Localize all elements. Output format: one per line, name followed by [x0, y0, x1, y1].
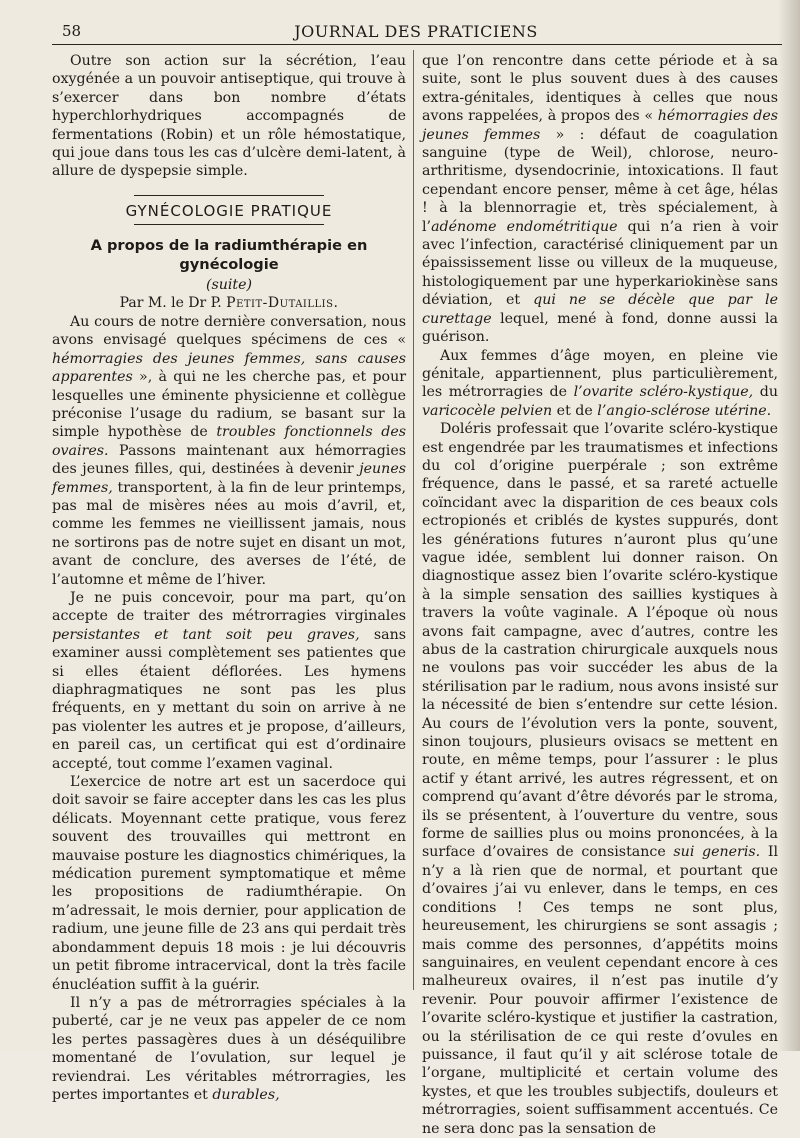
italic-run: troubles fonctionnels des ovaires. — [52, 424, 406, 459]
text-run: que l’on rencontre dans cette période et à sa suite, sont le plus souvent dues à des causes extra-génitales, identiques à celles que nous avons rappelées, à propos des « — [422, 53, 778, 125]
text-run: Passons maintenant aux hémorragies des jeunes filles, qui, destinées à devenir — [52, 442, 406, 478]
text-run: Aux femmes d’âge moyen, en pleine vie génitale, appartiennent, plus particulièrement, les métrorragies de — [422, 347, 778, 401]
text-run: Au cours de notre dernière conversation, nous avons envisagé quelques spécimens de ces « — [52, 313, 406, 349]
text-run: », à qui ne les cherche pas, et pour lesquelles une éminente physicienne et collègue préconise l’usage du radium, se basant sur la simple hypothèse de — [52, 369, 406, 441]
paragraph-continued — [422, 52, 778, 347]
text-run: qui n’a rien à voir avec l’infection, caractérisé cliniquement par un épaississement lisse ou villeux de la muqueuse, histologiquement par une hyperkariokinèse sans déviation, et — [422, 218, 778, 309]
paragraph-5 — [422, 347, 778, 421]
section-title: GYNÉCOLOGIE PRATIQUE — [125, 201, 333, 220]
text-run: Il n’y a pas de métrorragies spéciales à la puberté, car je ne veux pas appeler de ce nom les pertes passagères dues à un déséquilibre momentané de l’ovulation, sur lequel je reviendrai. Les véritables métrorragies, les pertes importantes et — [52, 994, 406, 1103]
paragraph-2 — [52, 589, 406, 773]
italic-run: qui ne se décèle que par le curettage — [422, 292, 778, 327]
page-edge-shadow — [778, 0, 800, 1051]
paragraph-1 — [52, 313, 406, 589]
column-divider — [413, 50, 414, 990]
italic-run: persistantes et tant soit peu graves, — [52, 626, 360, 643]
italic-run: varicocèle pelvien — [422, 402, 553, 419]
intro-paragraph: Outre son action sur la sécrétion, l’eau oxygénée a un pouvoir antiseptique, qui trouve à s’exercer dans bon nombre d’états hyperchlorhydriques accompagnés de fermentations (Robin) et un rôle hémostatique, qui joue dans tous les cas d’ulcère demi-latent, à allure de dyspepsie simple. — [52, 53, 406, 180]
text-run: et de — [552, 402, 598, 419]
section-rule-bottom — [134, 224, 324, 225]
italic-run: durables, — [212, 1086, 280, 1103]
article-title: A propos de la radiumthérapie en gynécologie — [90, 237, 368, 273]
left-column — [52, 52, 406, 1104]
text-run: sans examiner aussi complètement ses patientes que si elles étaient déflorées. Les hymens diaphragmatiques ne sont pas les plus fréquents, en y mettant du soin on arrive à ne pas violenter les autres et je propose, d’ailleurs, en pareil cas, un certificat qui est d’ordinaire accepté, tout comme l’examen vaginal. — [52, 626, 407, 772]
paragraph-3: L’exercice de notre art est un sacerdoce qui doit savoir se faire accepter dans les cas les plus délicats. Moyennant cette pratique, vous ferez souvent des trouvailles qui mettront en mauvaise posture les diagnostics chimériques, la médication purement symptomatique et même les propositions de radiumthérapie. On m’adressait, le mois dernier, pour application de radium, une jeune fille de 23 ans qui perdait très abondamment depuis 18 mois : je lui découvris un petit fibrome intracervical, dont la très facile énucléation suffit à la guérir. — [52, 774, 406, 993]
header-rule — [52, 44, 782, 45]
italic-run: jeunes femmes, — [52, 461, 406, 496]
italic-run: hémorragies des jeunes femmes, sans causes apparentes — [52, 350, 406, 386]
article-suite: (suite) — [205, 277, 253, 294]
italic-run: l’angio-sclérose utérine. — [597, 402, 772, 419]
text-run: » : défaut de coagulation sanguine (type de Weil), chlorose, neuro-arthritisme, dysendocrinie, intoxications. Il faut cependant encore penser, même à cet âge, hélas ! à la blennorragie et, très spécialement, à l’ — [422, 126, 778, 235]
text-run: Je ne puis concevoir, pour ma part, qu’on accepte de traiter des métrorragies virginales — [52, 589, 406, 625]
right-column — [422, 52, 778, 1138]
italic-run: l’ovarite scléro-kystique, — [573, 384, 754, 401]
paragraph-6 — [422, 420, 778, 1138]
italic-run: sui generis. — [673, 844, 761, 861]
section-heading — [52, 195, 406, 225]
section-rule-top — [134, 195, 324, 196]
article-byline — [52, 294, 406, 312]
text-run: Il n’y a là rien que de normal, et pourtant que d’ovaires j’ai vu enlever, dans le temps, en ces conditions ! Ces temps ne sont plus, heureusement, les chirurgiens se sont assagis ; mais comme des personnes, d’appétits moins sanguinaires, en veulent cependant encore à ces malheureux ovaires, il n’est pas inutile d’y revenir. Pour pouvoir affirmer l’existence de l’ovarite scléro-kystique et justifier la castration, ou la stérilisation de ce qui reste d’ovules en puissance, il faut qu’il y ait sclérose totale de l’organe, multiplicité et certain volume des kystes, et que les troubles subjectifs, douleurs et métrorragies, soient suffisamment accentués. Ce ne sera donc pas la sensation de — [422, 844, 778, 1137]
text-run: du — [753, 384, 778, 401]
text-run: lequel, mené à fond, donne aussi la guérison. — [422, 310, 778, 346]
text-run: transportent, à la fin de leur printemps, pas mal de misères nées au mois d’avril, et, comme les femmes ne vieillissent jamais, nous ne sortirons pas de notre sujet en disant un mot, avant de conclure, des averses de l’été, de l’automne et même de l’hiver. — [52, 479, 406, 588]
running-header — [52, 20, 780, 44]
paragraph-4 — [52, 994, 406, 1104]
journal-title: JOURNAL DES PRATICIENS — [294, 22, 538, 41]
author-name: Petit-Dutaillis. — [226, 295, 339, 312]
text-run: Doléris professait que l’ovarite scléro-kystique est engendrée par les traumatismes et infections du col d’origine puerpérale ; son extrême fréquence, dans le passé, et sa rareté actuelle coïncidant avec la disparition de ces beaux cols ectropionés et criblés de kystes suppurés, dont les générations futures n’auront plus qu’une vague idée, semblent lui donner raison. On diagnostique assez bien l’ovarite scléro-kystique à la simple sensation des saillies kystiques à travers la voûte vaginale. A l’époque où nous avons fait campagne, avec d’autres, contre les abus de la castration chirurgicale auxquels nous ne voulons pas voir succéder les abus de la stérilisation par le radium, nous avons insisté sur la nécessité de bien s’entendre sur cette lésion. Au cours de l’évolution vers la ponte, souvent, sinon toujours, plusieurs ovisacs se mettent en route, en même temps, pour l’assurer : le plus actif y étant arrivé, les autres régressent, et on comprend qu’avant d’être dévorés par le stroma, ils se présentent, à l’ouverture du ventre, sous forme de saillies plus ou moins prononcées, à la surface d’ovaires de consistance — [422, 421, 778, 861]
byline-prefix: Par M. le Dr P. — [119, 295, 222, 312]
italic-run: adénome endométritique — [431, 218, 618, 235]
italic-run: hémorragies des jeunes femmes — [422, 108, 778, 143]
page-number: 58 — [62, 22, 82, 40]
